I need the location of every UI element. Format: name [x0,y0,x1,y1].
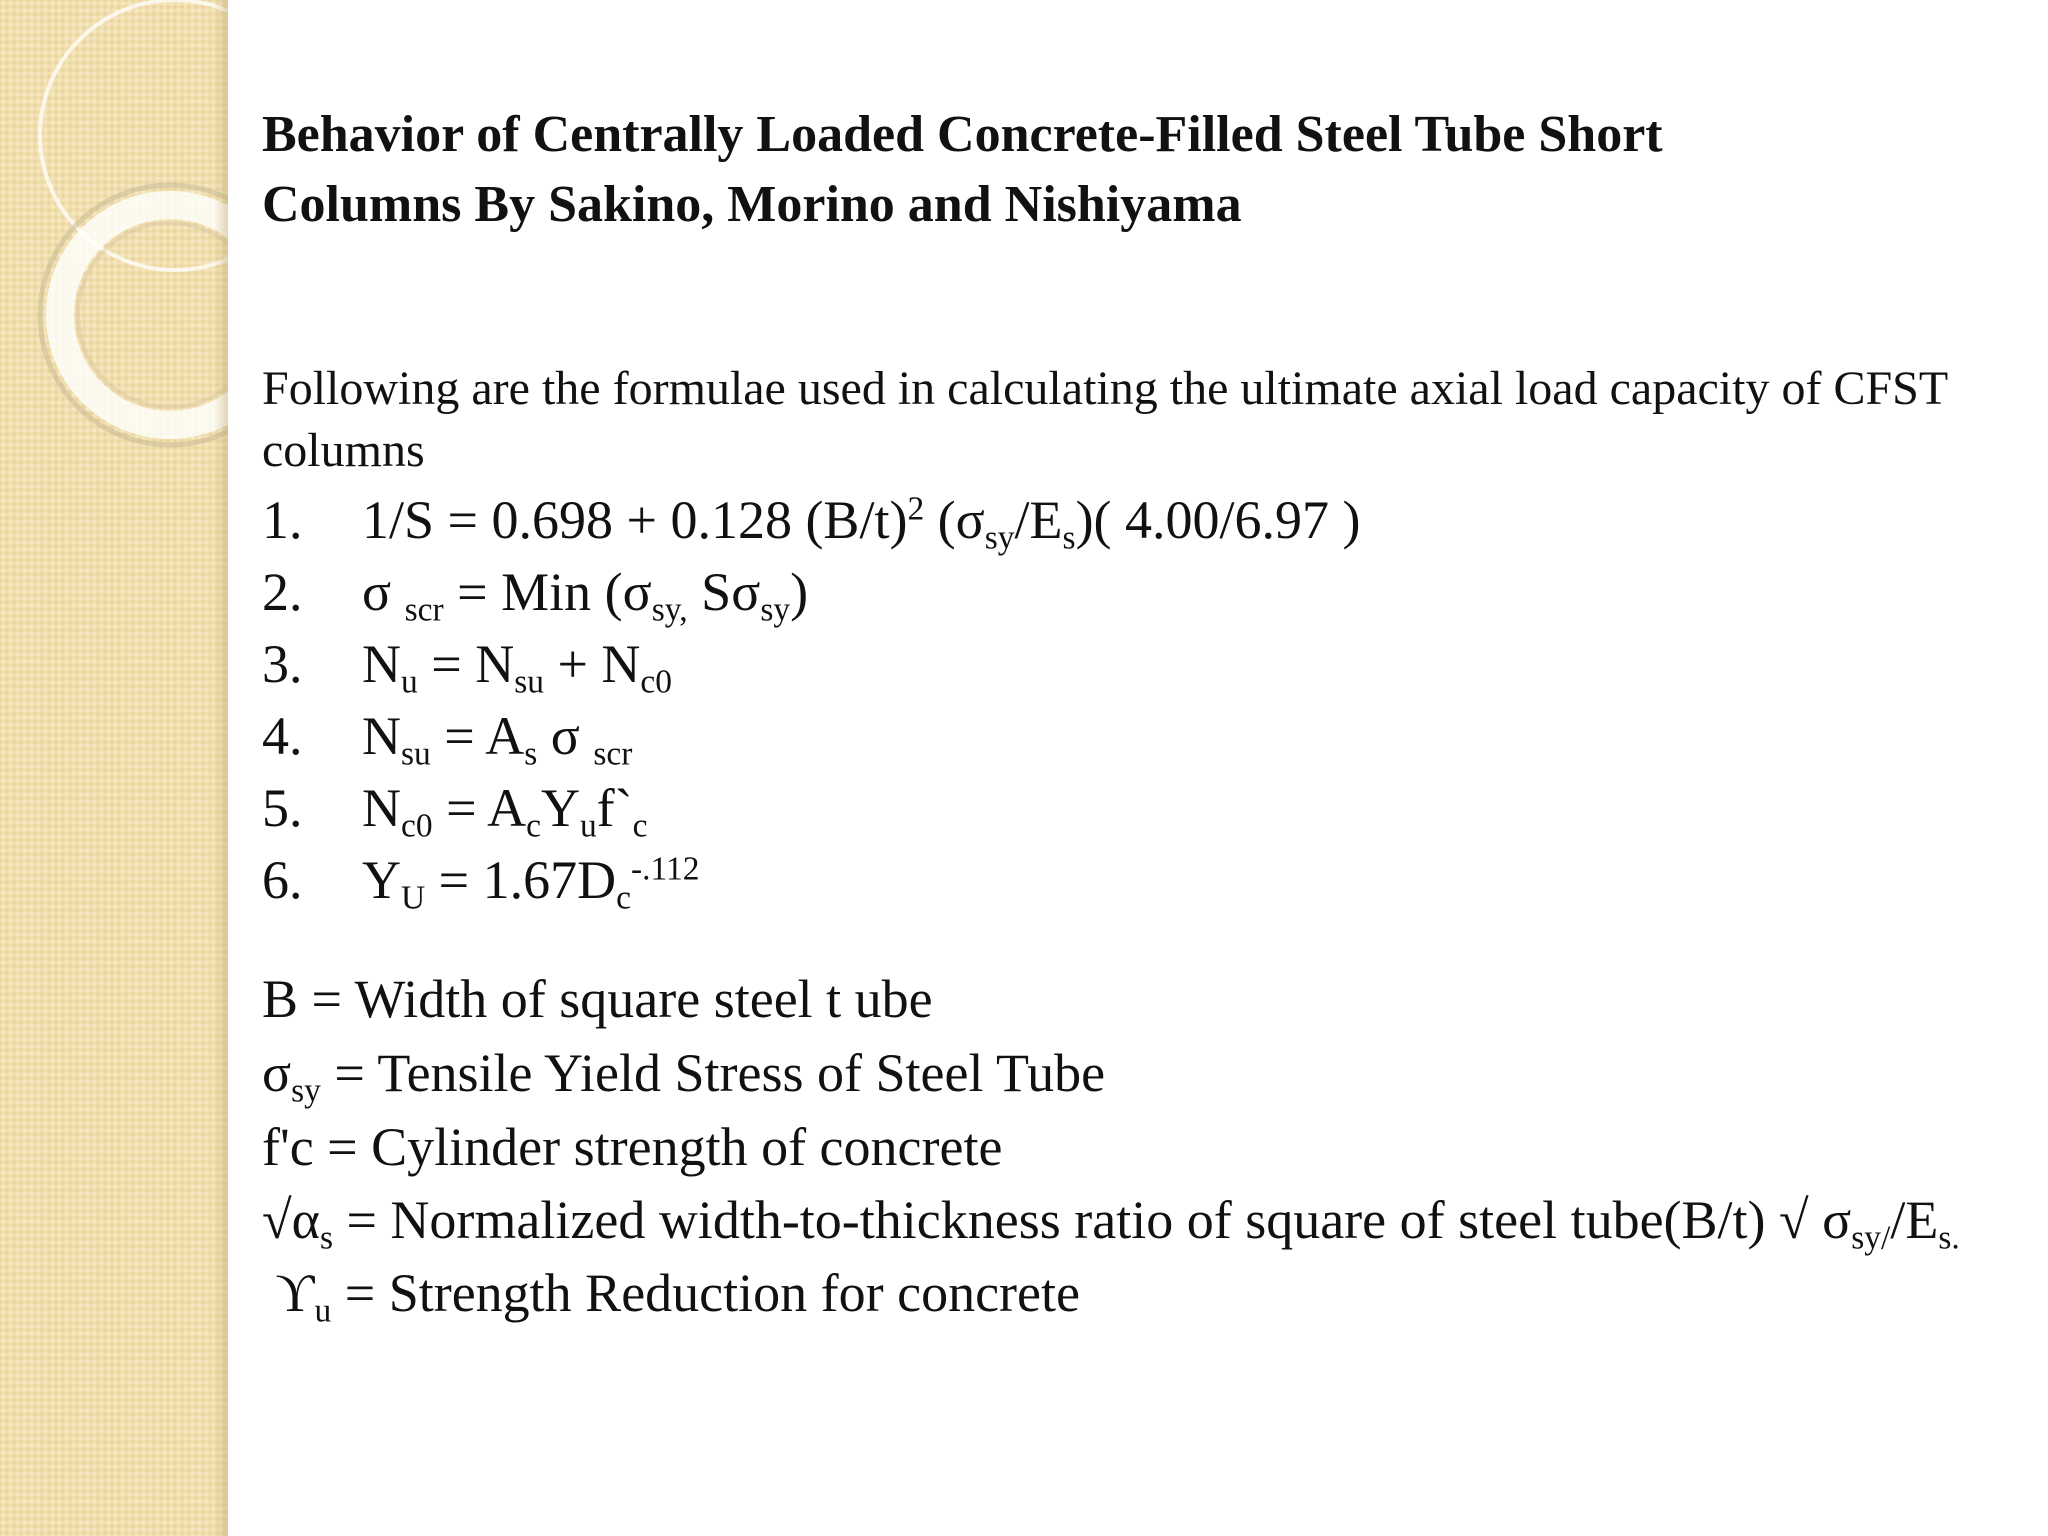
definition-alpha: $√\alpha_s$ = Normalized width-to-thickness ratio of square of steel tube(B/t) √ $\sigma_{sy/}/E_{s.}$ [262,1190,1960,1257]
sidebar-edge-shade [214,0,228,1536]
formula-2: 2. σ $_{scr}$ = Min ($\sigma_{sy,}$ $S\sigma_{sy}$) [262,556,1962,628]
formula-4: 4. $N_{su} = A_s$ σ $_{scr}$ [262,700,1962,772]
title-line-1: Behavior of Centrally Loaded Concrete-Filled Steel Tube Short [262,106,1663,163]
definition-gamma-u: $ϒ_u$ = Strength Reduction for concrete [275,1263,1080,1330]
formula-1: 1. 1/S = 0.698 + 0.128 $(B/t)^2$ $(\sigma_{sy}/E_s)$( 4.00/6.97 ) [262,484,1962,556]
definitions-list [262,962,1962,1330]
intro-text: Following are the formulae used in calculating the ultimate axial load capacity of CFST columns [262,362,1948,477]
slide-title [262,100,1962,240]
formula-number: 6. [262,850,303,910]
formula-5: 5. $N_{c0}$ = $A_cY_uf`_c$ [262,772,1962,844]
definition-sigma-sy: $\sigma_{sy}$ = Tensile Yield Stress of Steel Tube [262,1043,1106,1110]
formula-6: 6. $Y_U = 1.67D_c^{-.112}$ [262,844,1962,916]
formula-number: 3. [262,634,303,694]
decorative-rings-graphic [0,0,228,560]
definition-fc: f'c = Cylinder strength of concrete [262,1117,1003,1177]
formula-number: 4. [262,706,303,766]
formula-number: 1. [262,490,303,550]
formula-3: 3. $N_u = N_{su} + N_{c0}$ [262,628,1962,700]
slide-content [262,100,1962,1330]
formula-list [262,484,1962,916]
formula-number: 5. [262,778,303,838]
decorative-sidebar [0,0,228,1536]
formula-number: 2. [262,562,303,622]
definition-b: B = Width of square steel t ube [262,969,933,1029]
title-line-2: Columns By Sakino, Morino and Nishiyama [262,176,1242,233]
